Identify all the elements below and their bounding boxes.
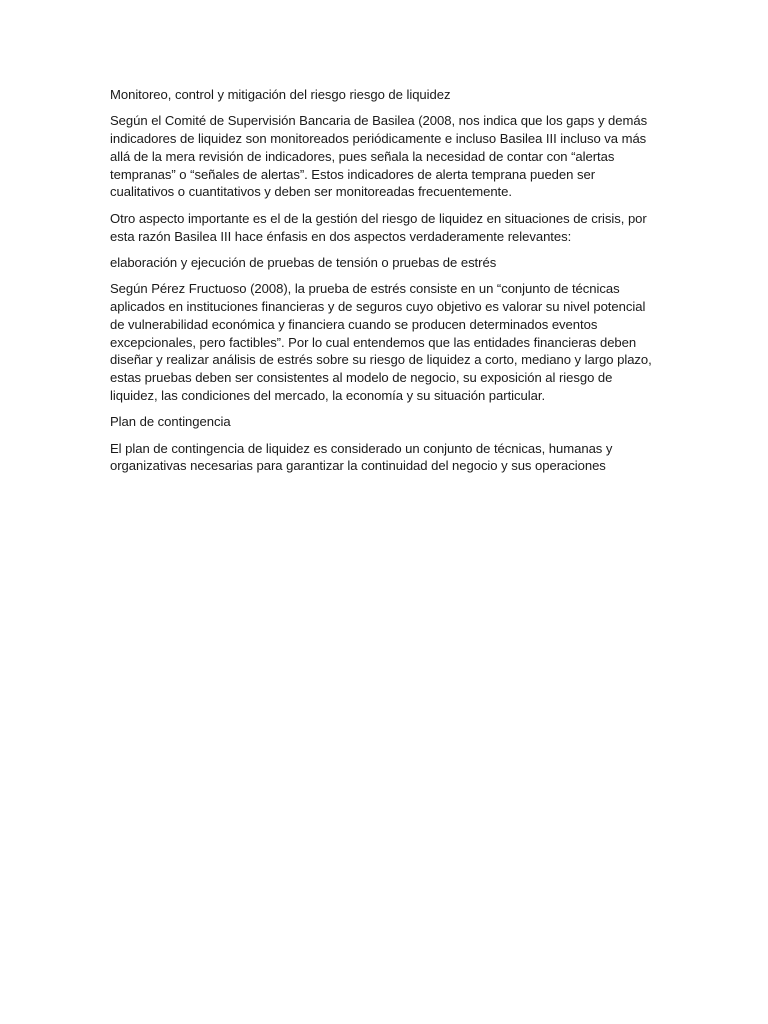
paragraph-perez-fructuoso: Según Pérez Fructuoso (2008), la prueba de estrés consiste en un “conjunto de técnicas aplicados en instituciones financieras y de seguros cuyo objetivo es valorar su nivel potencial de vulnerabilidad económica y financiera cuando se producen determinados eventos excepcionales, pero factibles”. Por lo cual entendemos que las entidades financieras deben diseñar y realizar análisis de estrés sobre su riesgo de liquidez a corto, mediano y largo plazo, estas pruebas deben ser consistentes al modelo de negocio, su exposición al riesgo de liquidez, las condiciones del mercado, la economía y su situación particular. bbox=[110, 281, 652, 403]
section-heading-monitoreo: Monitoreo, control y mitigación del riesgo riesgo de liquidez bbox=[110, 87, 451, 102]
paragraph-plan-contingencia: El plan de contingencia de liquidez es considerado un conjunto de técnicas, humanas y organizativas necesarias para garantizar la continuidad del negocio y sus operaciones bbox=[110, 440, 613, 474]
paragraph-gestion-crisis: Otro aspecto importante es el de la gestión del riesgo de liquidez en situaciones de crisis, por esta razón Basilea III hace énfasis en dos aspectos verdaderamente relevantes: bbox=[110, 210, 647, 244]
paragraph-comite-basilea: Según el Comité de Supervisión Bancaria de Basilea (2008, nos indica que los gaps y demás indicadores de liquidez son monitoreados periódicamente e incluso Basilea III incluso va más allá de la mera revisión de indicadores, pues señala la necesidad de contar con “alertas tempranas” o “señales de alertas”. Estos indicadores de alerta temprana pueden ser cualitativos o cuantitativos y deben ser monitoreadas frecuentemente. bbox=[110, 113, 648, 200]
document-body bbox=[110, 86, 662, 484]
subheading-pruebas-estres: elaboración y ejecución de pruebas de tensión o pruebas de estrés bbox=[110, 254, 497, 270]
section-heading-plan-contingencia: Plan de contingencia bbox=[110, 414, 231, 430]
